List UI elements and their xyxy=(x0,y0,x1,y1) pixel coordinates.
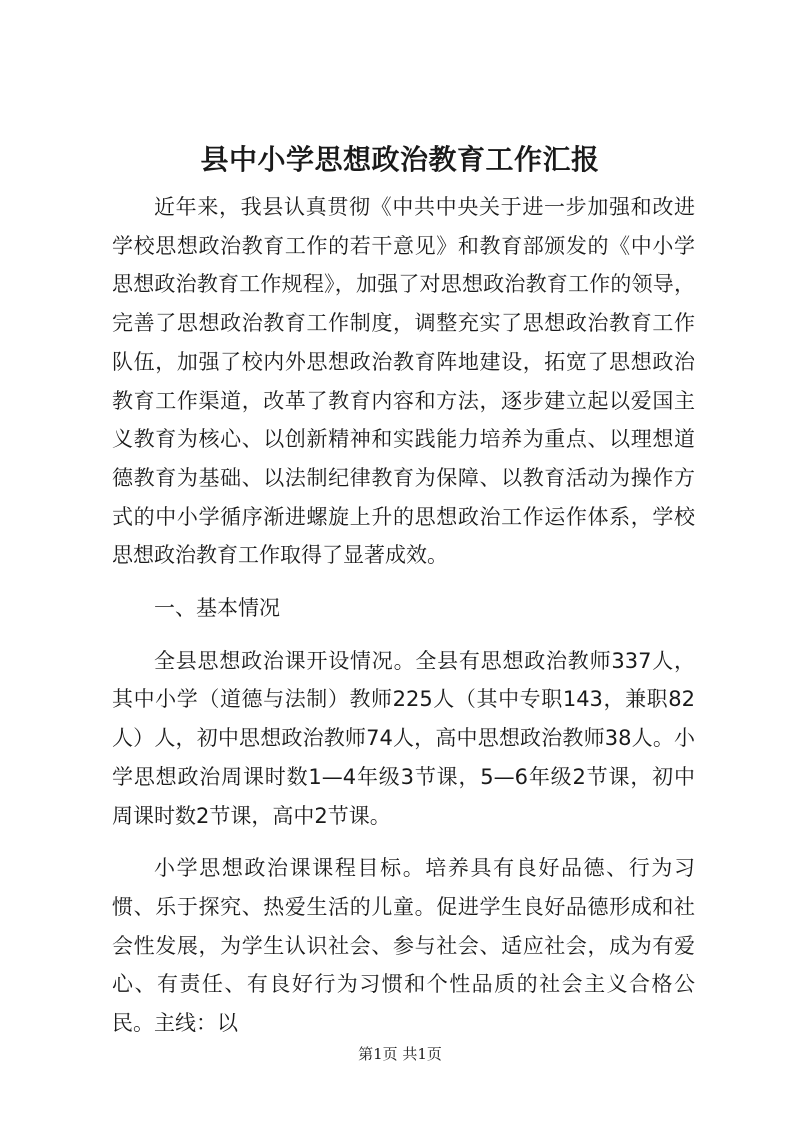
page-footer: 第1页 共1页 xyxy=(358,1045,442,1063)
document-title: 县中小学思想政治教育工作汇报 xyxy=(200,143,600,176)
document-body xyxy=(112,188,695,1043)
paragraph-intro: 近年来，我县认真贯彻《中共中央关于进一步加强和改进学校思想政治教育工作的若干意见》和教育部颁发的《中小学思想政治教育工作规程》，加强了对思想政治教育工作的领导，完善了思想政治教育工作制度，调整充实了思想政治教育工作队伍，加强了校内外思想政治教育阵地建设，拓宽了思想政治教育工作渠道，改革了教育内容和方法，逐步建立起以爱国主义教育为核心、以创新精神和实践能力培养为重点、以理想道德教育为基础、以法制纪律教育为保障、以教育活动为操作方式的中小学循序渐进螺旋上升的思想政治工作运作体系，学校思想政治教育工作取得了显著成效。 xyxy=(112,195,695,568)
paragraph-course-situation: 全县思想政治课开设情况。全县有思想政治教师337人，其中小学（道德与法制）教师225人（其中专职143，兼职82人）人，初中思想政治教师74人，高中思想政治教师38人。小学思想政治周课时数1—4年级3节课，5—6年级2节课，初中周课时数2节课，高中2节课。 xyxy=(112,648,695,828)
section-heading-basic-situation: 一、基本情况 xyxy=(154,596,280,621)
paragraph-course-goals: 小学思想政治课课程目标。培养具有良好品德、行为习惯、乐于探究、热爱生活的儿童。促进学生良好品德形成和社会性发展，为学生认识社会、参与社会、适应社会，成为有爱心、有责任、有良好行为习惯和个性品质的社会主义合格公民。主线：以 xyxy=(112,856,695,1036)
